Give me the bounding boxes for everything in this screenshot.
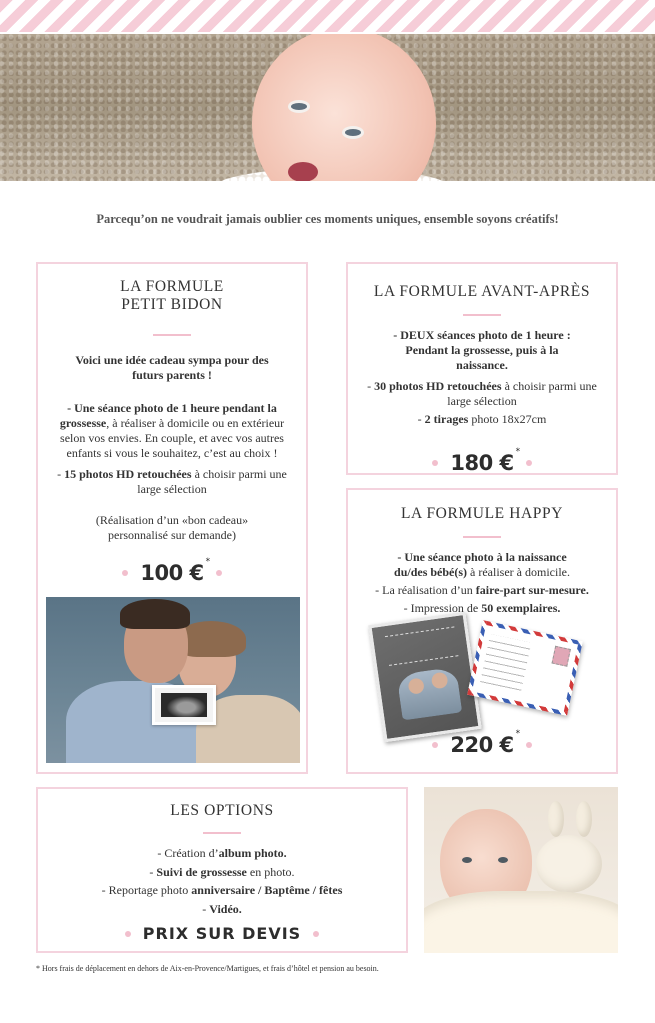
- price-row: [38, 557, 306, 585]
- ultrasound-print: [152, 685, 216, 725]
- item-prefix: -: [417, 412, 425, 426]
- price-on-quote: PRIX SUR DEVIS: [142, 924, 302, 943]
- item-bold: - Une séance photo de 1 heure pendant la grossesse: [59, 401, 277, 430]
- price-value: 220 €: [450, 733, 514, 757]
- option-item: [48, 881, 396, 900]
- price-dot-left: [125, 931, 131, 937]
- title-separator: [153, 334, 191, 336]
- item-prefix: -: [202, 901, 210, 916]
- baby-mouth: [288, 162, 318, 181]
- card-item: [358, 583, 606, 598]
- price-label: [450, 729, 520, 757]
- item-prefix: - Reportage photo: [101, 883, 192, 897]
- baby-blanket: [424, 891, 618, 953]
- couple-man-hair: [120, 599, 190, 629]
- title-separator: [463, 536, 501, 538]
- item-bold: 30 photos HD retouchées: [374, 379, 502, 393]
- item-text: en photo.: [246, 864, 295, 879]
- card-item: [362, 379, 602, 409]
- item-text: photo 18x27cm: [468, 412, 547, 426]
- card-item: [362, 412, 602, 427]
- bunny-plush: [536, 835, 602, 893]
- card-note: (Réalisation d’un «bon cadeau» personnalisé sur demande): [95, 513, 249, 542]
- card-item: [52, 401, 292, 461]
- item-bold: - Une séance photo à la naissance du/des bébé(s): [394, 550, 567, 579]
- postcard-stamp: [552, 646, 571, 667]
- card-item: - DEUX séances photo de 1 heure : Pendant la grossesse, puis à la naissance.: [393, 328, 571, 372]
- card-item: [358, 601, 606, 616]
- item-prefix: -: [149, 864, 157, 879]
- item-bold: 15 photos HD retouchées: [64, 467, 192, 481]
- tagline: Parcequ’on ne voudrait jamais oublier ces moments uniques, ensemble soyons créatifs!: [96, 212, 559, 226]
- bunny-ear-left: [548, 801, 564, 837]
- airmail-postcard: [467, 620, 583, 716]
- price-asterisk: *: [515, 447, 520, 457]
- item-prefix: - Impression de: [403, 601, 482, 615]
- item-text: à choisir parmi une large sélection: [137, 467, 287, 496]
- baby-eye-left: [462, 857, 472, 863]
- card-avant-apres: [346, 262, 618, 475]
- hero-baby-photo: [0, 34, 655, 181]
- card-happy: [346, 488, 618, 774]
- card-title: LES OPTIONS: [170, 802, 274, 819]
- card-intro: Voici une idée cadeau sympa pour des futurs parents !: [75, 353, 269, 382]
- item-bold: 2 tirages: [424, 412, 469, 426]
- option-item: [48, 844, 396, 863]
- couple-ultrasound-photo: [46, 597, 300, 763]
- item-bold: Vidéo.: [209, 901, 242, 916]
- option-item: [48, 900, 396, 919]
- item-bold: album photo.: [218, 846, 287, 860]
- item-bold: Suivi de grossesse: [156, 864, 247, 879]
- price-label: [450, 447, 520, 475]
- price-asterisk: *: [205, 557, 210, 567]
- baby-face: [252, 34, 436, 181]
- price-dot-right: [216, 570, 222, 576]
- item-text: , à réaliser à domicile ou en extérieur selon vos envies. En couple, et avec vos autres enfants si vous le souhaitez, c’est au choix !: [60, 416, 285, 460]
- price-dot-left: [122, 570, 128, 576]
- birth-announcement-board: [368, 612, 481, 742]
- price-asterisk: *: [515, 729, 520, 739]
- card-title: LA FORMULE HAPPY: [400, 505, 564, 522]
- item-bold: 50 exemplaires.: [481, 601, 561, 615]
- price-dot-right: [526, 742, 532, 748]
- pink-stripe-banner: [0, 0, 655, 32]
- board-family-photo: [396, 667, 462, 721]
- price-row: [348, 729, 616, 757]
- price-dot-left: [432, 460, 438, 466]
- baby-eye-right: [498, 857, 508, 863]
- postcard-handwriting: [479, 634, 531, 696]
- price-value: 180 €: [450, 451, 514, 475]
- title-separator: [463, 314, 501, 316]
- bunny-ear-right: [576, 801, 592, 837]
- footnote: * Hors frais de déplacement en dehors de Aix-en-Provence/Martigues, et frais d’hôtel et pension au besoin.: [36, 964, 379, 973]
- baby-eye-right: [342, 126, 364, 139]
- card-petit-bidon: [36, 262, 308, 774]
- price-dot-left: [432, 742, 438, 748]
- card-item: [388, 550, 576, 580]
- card-title-line2: PETIT BIDON: [121, 296, 223, 313]
- item-text: à réaliser à domicile.: [467, 565, 570, 579]
- item-text: à choisir parmi une large sélection: [447, 379, 597, 408]
- card-title-line1: LA FORMULE: [120, 278, 224, 295]
- item-bold: faire-part sur-mesure.: [475, 583, 589, 597]
- price-row: [348, 447, 616, 475]
- price-dot-right: [313, 931, 319, 937]
- item-prefix: - Création d’: [157, 846, 219, 860]
- baby-eye-left: [288, 100, 310, 113]
- card-title: [38, 278, 306, 314]
- card-item: [52, 467, 292, 497]
- board-chalk-text: [385, 626, 458, 665]
- item-prefix: - La réalisation d’un: [375, 583, 476, 597]
- title-separator: [203, 832, 241, 834]
- baby-with-bunny-photo: [424, 787, 618, 953]
- price-dot-right: [526, 460, 532, 466]
- card-title: LA FORMULE AVANT-APRÈS: [373, 283, 591, 300]
- option-item: [48, 863, 396, 882]
- price-label: [140, 557, 210, 585]
- item-prefix: -: [57, 467, 65, 481]
- card-options: [36, 787, 408, 953]
- item-bold: anniversaire / Baptême / fêtes: [191, 883, 343, 897]
- price-value: 100 €: [140, 561, 204, 585]
- price-row: [38, 924, 406, 943]
- item-prefix: -: [367, 379, 375, 393]
